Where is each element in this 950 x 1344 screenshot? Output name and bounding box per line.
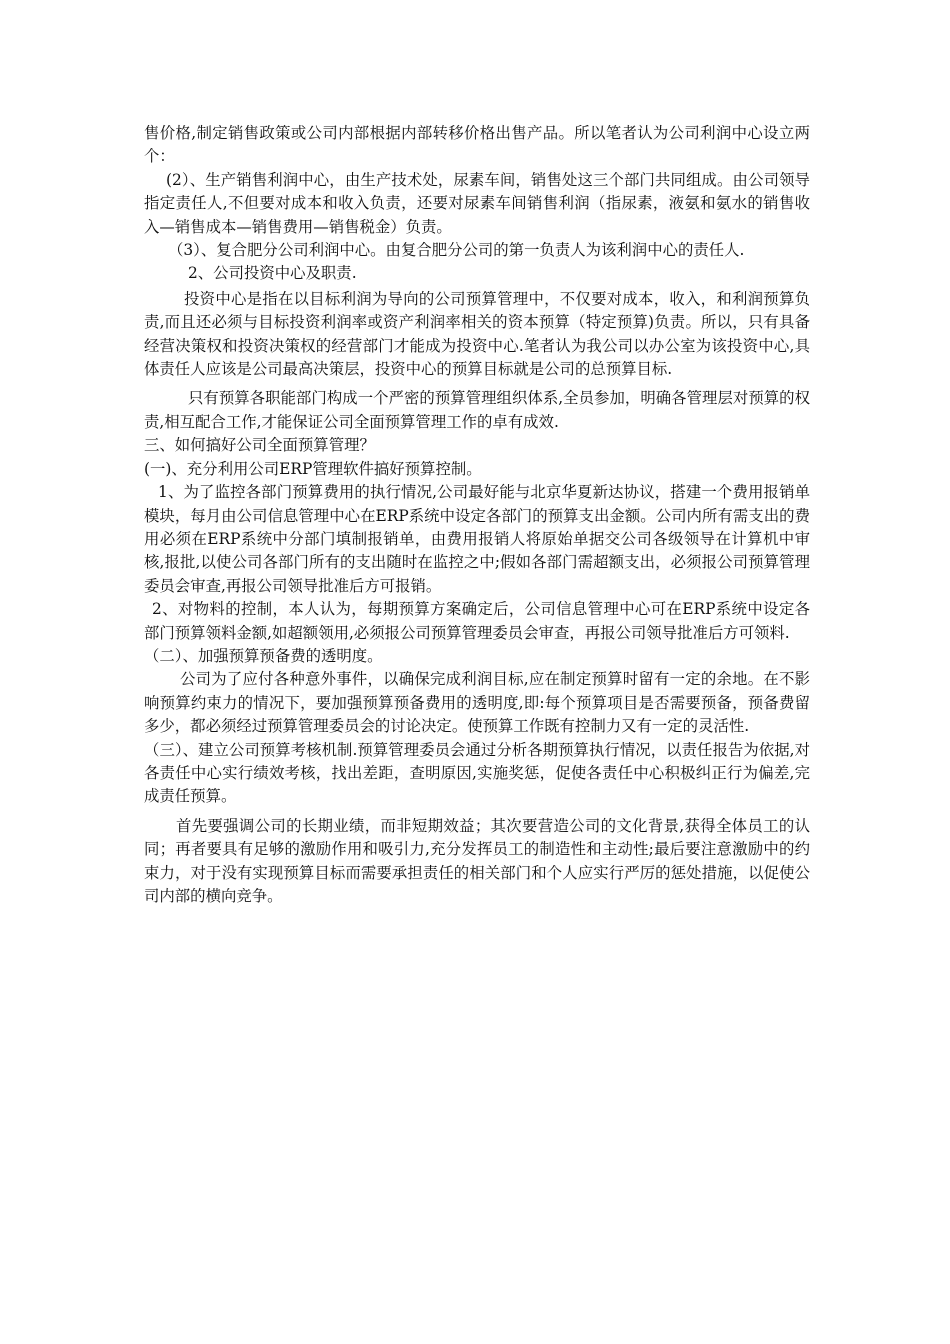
section-heading-3: 三、如何搞好公司全面预算管理？ [144, 436, 375, 455]
paragraph-4: 2、公司投资中心及职责. [188, 264, 357, 283]
subsection-heading-2: （二）、加强预算预备费的透明度。 [144, 646, 383, 665]
paragraph-6: 只有预算各职能部门构成一个严密的预算管理组织体系,全员参加，明确各管理层对预算的权责,相互配合工作,才能保证公司全面预算管理工作的卓有成效. [144, 389, 810, 431]
document-body [144, 122, 810, 908]
paragraph-incentives: 首先要强调公司的长期业绩，而非短期效益；其次要营造公司的文化背景,获得全体员工的认同；再者要具有足够的激励作用和吸引力,充分发挥员工的制造性和主动性;最后要注意激励中的约束力，对于没有实现预算目标而需要承担责任的相关部门和个人应实行严厉的惩处措施，以促使公司内部的横向竞争。 [144, 816, 810, 905]
subsection-heading-3: （三）、建立公司预算考核机制.预算管理委员会通过分析各期预算执行情况，以责任报告为依据,对各责任中心实行绩效考核，找出差距，查明原因,实施奖惩，促使各责任中心积极纠正行为偏差,完成责任预算。 [144, 740, 810, 806]
paragraph-reserve-fund: 公司为了应付各种意外事件，以确保完成利润目标,应在制定预算时留有一定的余地。在不影响预算约束力的情况下，要加强预算预备费用的透明度,即:每个预算项目是否需要预备，预备费留多少，都必须经过预算管理委员会的讨论决定。使预算工作既有控制力又有一定的灵活性. [144, 670, 810, 736]
paragraph-material-control: 2、对物料的控制，本人认为，每期预算方案确定后，公司信息管理中心可在ERP系统中设定各部门预算领料金额,如超额领用,必须报公司预算管理委员会审查，再报公司领导批准后方可领料. [144, 600, 810, 642]
paragraph-5: 投资中心是指在以目标利润为导向的公司预算管理中，不仅要对成本，收入，和利润预算负责,而且还必须与目标投资利润率或资产利润率相关的资本预算（特定预算)负责。所以，只有具备经营决策权和投资决策权的经营部门才能成为投资中心.笔者认为我公司以办公室为该投资中心,具体责任人应该是公司最高决策层，投资中心的预算目标就是公司的总预算目标. [144, 289, 810, 379]
paragraph-2: (2）、生产销售利润中心，由生产技术处，尿素车间，销售处这三个部门共同组成。由公司领导指定责任人,不但要对成本和收入负责，还要对尿素车间销售利润（指尿素，液氨和氨水的销售收入—销售成本—销售费用—销售税金）负责。 [144, 170, 810, 236]
paragraph-erp-control: 1、为了监控各部门预算费用的执行情况,公司最好能与北京华夏新达协议，搭建一个费用报销单模块，每月由公司信息管理中心在ERP系统中设定各部门的预算支出金额。公司内所有需支出的费用必须在ERP系统中分部门填制报销单，由费用报销人将原始单据交公司各级领导在计算机中审核,报批,以使公司各部门所有的支出随时在监控之中;假如各部门需超额支出，必须报公司预算管理委员会审查,再报公司领导批准后方可报销。 [144, 483, 810, 595]
paragraph-1: 售价格,制定销售政策或公司内部根据内部转移价格出售产品。所以笔者认为公司利润中心设立两个： [144, 124, 810, 166]
paragraph-3: （3）、复合肥分公司利润中心。由复合肥分公司的第一负责人为该利润中心的责任人. [168, 241, 745, 260]
subsection-heading-1: (一)、充分利用公司ERP管理软件搞好预算控制。 [144, 459, 482, 478]
